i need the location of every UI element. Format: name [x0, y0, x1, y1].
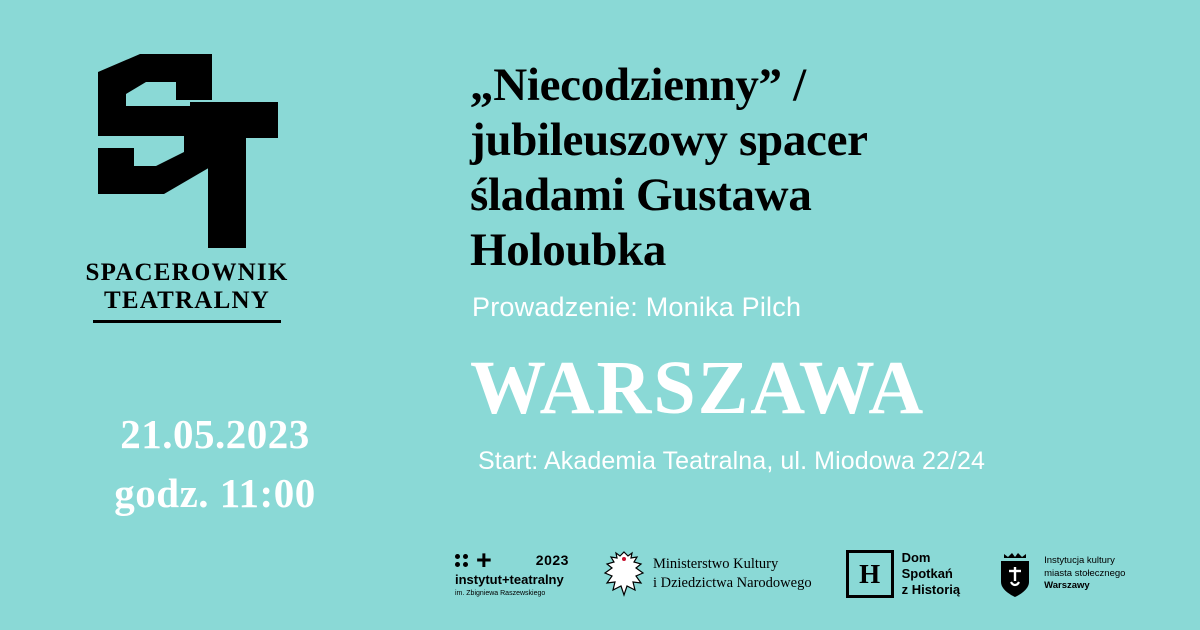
- partner-ministerstwo-kultury: [603, 550, 812, 598]
- partner-line-1: Ministerstwo Kultury: [652, 555, 779, 572]
- partner-name: instytut+teatralny: [455, 572, 564, 587]
- spacerownik-teatralny-logo: [62, 42, 312, 323]
- event-title-line-1: „Niecodzienny” /: [470, 59, 806, 111]
- partner-line-2: miasta stołecznego: [1044, 567, 1126, 579]
- partner-text: [1044, 555, 1125, 593]
- event-time: godz. 11:00: [114, 470, 316, 517]
- partner-miasto-stoleczne-warszawa: [994, 548, 1125, 600]
- partner-line-2: i Dziedzictwa Narodowego: [652, 575, 812, 591]
- brand-word-line-2: TEATRALNY: [104, 287, 270, 314]
- brand-underline-divider: [93, 320, 281, 323]
- dots-icon: [455, 554, 468, 567]
- brand-word-line-1: SPACEROWNIK: [85, 259, 289, 286]
- partner-text: [902, 550, 961, 599]
- partner-year: 2023: [535, 552, 569, 568]
- event-title-line-2: jubileuszowy spacer: [470, 113, 868, 166]
- dsh-monogram-icon: H: [846, 550, 894, 598]
- event-title-line-4: Holoubka: [470, 223, 667, 276]
- partner-line-1: Dom: [901, 549, 931, 565]
- event-host: Prowadzenie: Monika Pilch: [472, 292, 802, 322]
- right-column: [450, 0, 1200, 630]
- partner-instytut-teatralny: [455, 545, 569, 597]
- event-date: 21.05.2023: [120, 411, 310, 457]
- event-title: [470, 58, 1090, 278]
- partner-logo-strip: [455, 538, 1175, 610]
- partner-text: [653, 555, 812, 593]
- polish-eagle-icon: [603, 550, 645, 598]
- st-monogram-icon: [80, 42, 295, 257]
- partner-dom-spotkan-z-historia: [846, 550, 961, 599]
- left-column: [0, 0, 430, 630]
- plus-icon: +: [476, 545, 492, 575]
- event-city: WARSZAWA: [470, 346, 926, 430]
- partner-line-3: Warszawy: [1044, 580, 1090, 592]
- partner-line-3: z Historią: [901, 582, 961, 598]
- partner-line-1: Instytucja kultury: [1044, 555, 1115, 567]
- partner-subtitle: im. Zbigniewa Raszewskiego: [455, 590, 546, 597]
- event-datetime: [0, 405, 430, 524]
- event-start-location: Start: Akademia Teatralna, ul. Miodowa 22/24: [478, 447, 986, 475]
- event-title-line-3: śladami Gustawa: [470, 168, 812, 221]
- brand-wordmark: [62, 259, 312, 315]
- warsaw-mermaid-crest-icon: [994, 548, 1036, 600]
- partner-line-2: Spotkań: [901, 565, 953, 581]
